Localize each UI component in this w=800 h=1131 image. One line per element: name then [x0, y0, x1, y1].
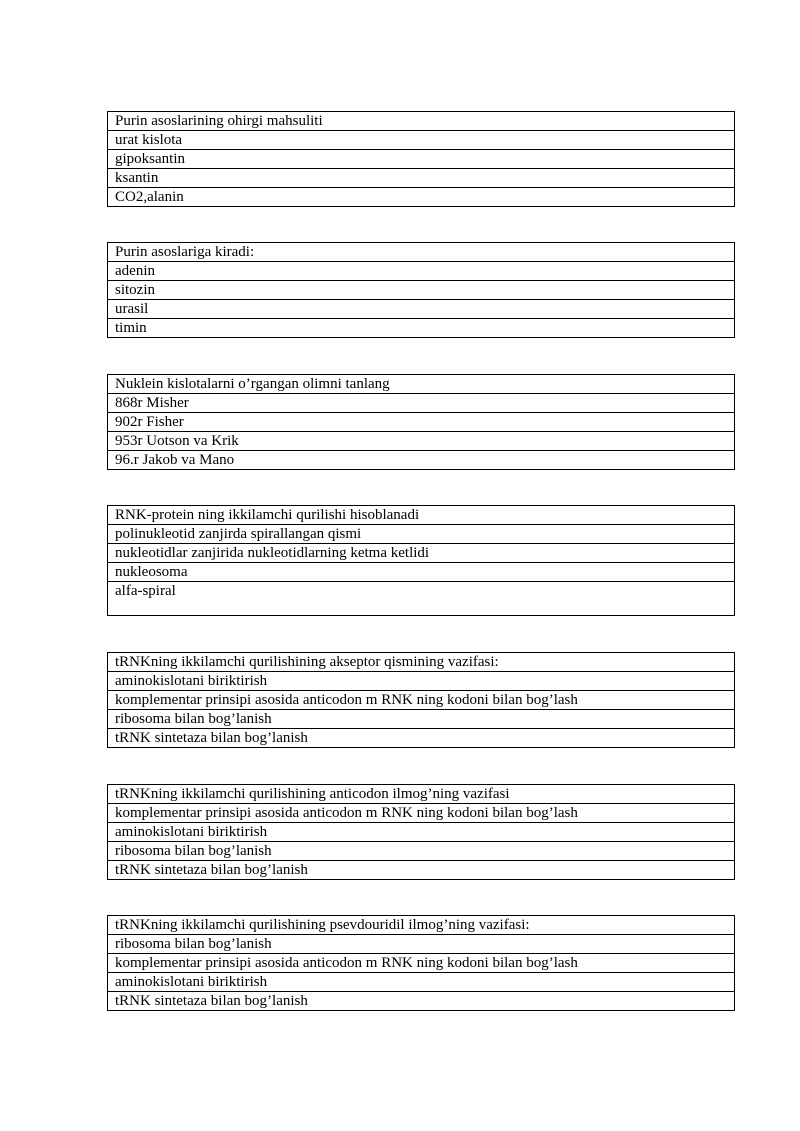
- question-table-2: [107, 242, 735, 338]
- answer-option: 953r Uotson va Krik: [108, 431, 734, 450]
- question-text: tRNKning ikkilamchi qurilishining psevdouridil ilmog’ning vazifasi:: [115, 917, 530, 933]
- answer-option: polinukleotid zanjirda spirallangan qismi: [108, 524, 734, 543]
- question-table-6: [107, 784, 735, 880]
- question-table-5: [107, 652, 735, 748]
- answer-option: aminokislotani biriktirish: [108, 671, 734, 690]
- answer-option: alfa-spiral: [108, 581, 734, 615]
- answer-option: komplementar prinsipi asosida anticodon m RNK ning kodoni bilan bog’lash: [108, 953, 734, 972]
- question-text: RNK-protein ning ikkilamchi qurilishi hisoblanadi: [115, 507, 420, 523]
- answer-option: aminokislotani biriktirish: [108, 972, 734, 991]
- question-table-3: [107, 374, 735, 470]
- question-text: Nuklein kislotalarni o’rgangan olimni tanlang: [115, 376, 390, 392]
- answer-option: komplementar prinsipi asosida anticodon m RNK ning kodoni bilan bog’lash: [108, 690, 734, 709]
- answer-option: urasil: [108, 299, 734, 318]
- answer-option: ribosoma bilan bog’lanish: [108, 841, 734, 860]
- answer-option: timin: [108, 318, 734, 337]
- answer-option: gipoksantin: [108, 149, 734, 168]
- answer-option: tRNK sintetaza bilan bog’lanish: [108, 991, 734, 1010]
- answer-option: adenin: [108, 261, 734, 280]
- answer-option: ksantin: [108, 168, 734, 187]
- question-text: tRNKning ikkilamchi qurilishining akseptor qismining vazifasi:: [115, 654, 499, 670]
- question-text: Purin asoslariga kiradi:: [115, 244, 255, 260]
- answer-option: 902r Fisher: [108, 412, 734, 431]
- answer-option: ribosoma bilan bog’lanish: [108, 934, 734, 953]
- question-text: Purin asoslarining ohirgi mahsuliti: [115, 113, 323, 129]
- question-table-7: [107, 915, 735, 1011]
- answer-option: aminokislotani biriktirish: [108, 822, 734, 841]
- answer-option: nukleotidlar zanjirida nukleotidlarning ketma ketlidi: [108, 543, 734, 562]
- answer-option: nukleosoma: [108, 562, 734, 581]
- answer-option: urat kislota: [108, 130, 734, 149]
- answer-option: sitozin: [108, 280, 734, 299]
- answer-option: 868r Misher: [108, 393, 734, 412]
- answer-option: 96.r Jakob va Mano: [108, 450, 734, 469]
- answer-option: CO2,alanin: [108, 187, 734, 206]
- question-table-4: [107, 505, 735, 616]
- answer-option: tRNK sintetaza bilan bog’lanish: [108, 860, 734, 879]
- question-table-1: [107, 111, 735, 207]
- answer-option: ribosoma bilan bog’lanish: [108, 709, 734, 728]
- question-text: tRNKning ikkilamchi qurilishining anticodon ilmog’ning vazifasi: [115, 786, 510, 802]
- answer-option: komplementar prinsipi asosida anticodon m RNK ning kodoni bilan bog’lash: [108, 803, 734, 822]
- answer-option: tRNK sintetaza bilan bog’lanish: [108, 728, 734, 747]
